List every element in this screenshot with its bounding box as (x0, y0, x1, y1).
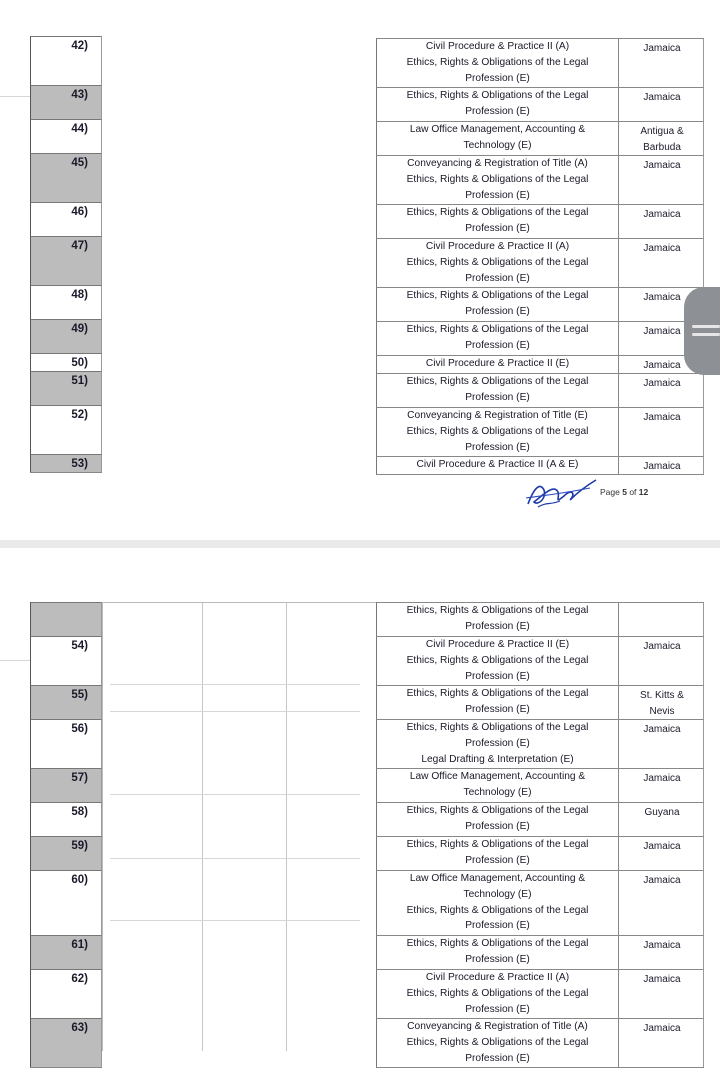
course-line: Ethics, Rights & Obligations of the Legal (406, 256, 589, 268)
country-line: Jamaica (643, 940, 681, 951)
row-number: 46) (30, 202, 102, 236)
country-cell (619, 769, 705, 787)
table-row (376, 802, 704, 836)
course-cell (377, 322, 619, 355)
table-row (376, 238, 704, 287)
course-line: Ethics, Rights & Obligations of the Legal (406, 290, 589, 301)
country-line: Jamaica (643, 360, 681, 371)
country-line: Jamaica (643, 841, 681, 852)
course-line: Profession (E) (465, 670, 530, 682)
country-line: Jamaica (643, 92, 681, 103)
country-cell (619, 936, 705, 954)
course-line: Ethics, Rights & Obligations of the Legal (406, 1036, 589, 1048)
course-cell (377, 603, 619, 636)
country-line: Jamaica (643, 243, 681, 254)
course-line: Civil Procedure & Practice II (A & E) (416, 459, 579, 470)
table-row (376, 636, 704, 685)
course-line: Civil Procedure & Practice II (E) (425, 639, 570, 650)
course-line: Profession (E) (465, 339, 530, 351)
course-line: Profession (E) (465, 222, 530, 234)
course-line: Civil Procedure & Practice II (A) (425, 972, 570, 983)
course-line: Profession (E) (465, 854, 530, 866)
course-line: Profession (E) (465, 441, 530, 453)
row-number: 51) (30, 371, 102, 405)
course-line: Conveyancing & Registration of Title (A) (407, 158, 588, 169)
row-number: 42) (30, 36, 102, 85)
country-line: Guyana (644, 807, 680, 818)
row-number: 53) (30, 454, 102, 472)
country-line: Jamaica (643, 724, 681, 735)
table-row (376, 204, 704, 238)
course-line: Civil Procedure & Practice II (E) (425, 358, 570, 369)
table-row (376, 836, 704, 870)
course-line: Law Office Management, Accounting & (409, 873, 586, 884)
course-cell (377, 122, 619, 155)
row-number (30, 602, 102, 636)
table-row (376, 407, 704, 456)
course-line: Ethics, Rights & Obligations of the Legal (406, 839, 589, 850)
course-line: Legal Drafting & Interpretation (E) (421, 753, 574, 765)
table-row (376, 87, 704, 121)
row-number: 49) (30, 319, 102, 353)
country-line: Jamaica (643, 773, 681, 784)
country-cell (619, 374, 705, 392)
table-row (376, 456, 704, 474)
course-cell (377, 871, 619, 935)
course-line: Ethics, Rights & Obligations of the Legal (406, 90, 589, 101)
course-line: Ethics, Rights & Obligations of the Legal (406, 173, 589, 185)
signature (520, 474, 602, 510)
course-line: Civil Procedure & Practice II (A) (425, 41, 570, 52)
course-cell (377, 936, 619, 969)
course-line: Ethics, Rights & Obligations of the Legal (406, 722, 589, 733)
course-cell (377, 1019, 619, 1067)
country-cell (619, 39, 705, 57)
country-cell (619, 871, 705, 889)
row-number: 50) (30, 353, 102, 371)
row-number: 43) (30, 85, 102, 119)
country-line: Jamaica (643, 292, 681, 303)
course-line: Profession (E) (465, 189, 530, 201)
course-line: Profession (E) (465, 105, 530, 117)
table-row (376, 602, 704, 636)
course-line: Civil Procedure & Practice II (A) (425, 241, 570, 252)
table-row (376, 768, 704, 802)
country-line: Nevis (649, 705, 675, 717)
course-line: Ethics, Rights & Obligations of the Legal (406, 324, 589, 335)
table-row (376, 969, 704, 1018)
course-line: Ethics, Rights & Obligations of the Legal (406, 376, 589, 387)
course-line: Profession (E) (465, 820, 530, 832)
course-line: Ethics, Rights & Obligations of the Legal (406, 938, 589, 949)
table-row (376, 38, 704, 87)
course-line: Profession (E) (465, 953, 530, 965)
row-number: 45) (30, 153, 102, 202)
page-number: Page 5 of 12 (600, 487, 649, 497)
table-row (376, 685, 704, 719)
course-cell (377, 769, 619, 802)
country-line: Jamaica (643, 875, 681, 886)
course-line: Ethics, Rights & Obligations of the Legal (406, 987, 589, 999)
course-cell (377, 205, 619, 238)
course-line: Ethics, Rights & Obligations of the Legal (406, 207, 589, 218)
country-line: Jamaica (643, 641, 681, 652)
table-row (376, 870, 704, 935)
country-cell (619, 637, 705, 655)
course-cell (377, 686, 619, 719)
course-line: Profession (E) (465, 72, 530, 84)
table-row (376, 1018, 704, 1067)
course-line: Profession (E) (465, 305, 530, 317)
course-cell (377, 39, 619, 87)
course-cell (377, 156, 619, 204)
country-cell (619, 408, 705, 426)
course-cell (377, 288, 619, 321)
row-number: 63) (30, 1018, 102, 1067)
country-line: Jamaica (643, 209, 681, 220)
row-number: 55) (30, 685, 102, 719)
course-line: Ethics, Rights & Obligations of the Legal (406, 605, 589, 616)
country-line: Jamaica (643, 43, 681, 54)
table-row (376, 355, 704, 373)
table-row (376, 935, 704, 969)
country-line: Jamaica (643, 412, 681, 423)
row-number: 48) (30, 285, 102, 319)
course-line: Technology (E) (463, 888, 532, 900)
country-line: Jamaica (643, 1023, 681, 1034)
course-line: Profession (E) (465, 620, 530, 632)
row-number: 44) (30, 119, 102, 153)
course-line: Profession (E) (465, 1052, 530, 1064)
course-cell (377, 356, 619, 373)
course-line: Conveyancing & Registration of Title (A) (407, 1021, 588, 1032)
course-cell (377, 803, 619, 836)
course-cell (377, 970, 619, 1018)
country-cell (619, 1019, 705, 1037)
country-cell (619, 239, 705, 257)
table-row (376, 287, 704, 321)
table-row (376, 121, 704, 155)
course-line: Profession (E) (465, 391, 530, 403)
course-line: Profession (E) (465, 1003, 530, 1015)
row-number: 59) (30, 836, 102, 870)
course-cell (377, 457, 619, 474)
document-page-6 (0, 548, 720, 1064)
course-line: Profession (E) (465, 920, 530, 932)
country-cell (619, 720, 705, 738)
table-row (376, 155, 704, 204)
country-cell (619, 156, 705, 174)
course-line: Profession (E) (465, 737, 530, 749)
page-divider (0, 540, 720, 548)
course-line: Ethics, Rights & Obligations of the Legal (406, 654, 589, 666)
row-number: 47) (30, 236, 102, 285)
table-row (376, 719, 704, 768)
row-number: 57) (30, 768, 102, 802)
row-number: 58) (30, 802, 102, 836)
course-cell (377, 374, 619, 407)
course-line: Profession (E) (465, 272, 530, 284)
row-number: 54) (30, 636, 102, 685)
country-cell (619, 603, 705, 605)
table-row (376, 321, 704, 355)
country-line: Jamaica (643, 326, 681, 337)
country-cell (619, 122, 705, 156)
side-scroll-handle[interactable] (684, 287, 720, 375)
course-line: Ethics, Rights & Obligations of the Legal (406, 688, 589, 699)
course-cell (377, 88, 619, 121)
row-number: 61) (30, 935, 102, 969)
course-line: Technology (E) (463, 139, 532, 151)
course-line: Ethics, Rights & Obligations of the Legal (406, 805, 589, 816)
course-line: Law Office Management, Accounting & (409, 124, 586, 135)
course-line: Technology (E) (463, 786, 532, 798)
course-line: Ethics, Rights & Obligations of the Legal (406, 904, 589, 916)
row-number: 60) (30, 870, 102, 935)
course-line: Profession (E) (465, 703, 530, 715)
row-number: 62) (30, 969, 102, 1018)
course-line: Ethics, Rights & Obligations of the Legal (406, 56, 589, 68)
country-line: Jamaica (643, 378, 681, 389)
country-cell (619, 970, 705, 988)
course-cell (377, 408, 619, 456)
country-cell (619, 88, 705, 106)
course-cell (377, 637, 619, 685)
country-cell (619, 803, 705, 821)
country-line: Barbuda (643, 141, 681, 153)
country-line: Jamaica (643, 160, 681, 171)
course-cell (377, 239, 619, 287)
row-number: 52) (30, 405, 102, 454)
course-line: Conveyancing & Registration of Title (E) (407, 410, 588, 421)
country-line: Jamaica (643, 461, 681, 472)
country-cell (619, 457, 705, 475)
country-line: Jamaica (643, 974, 681, 985)
country-cell (619, 837, 705, 855)
country-line: St. Kitts & (640, 690, 684, 701)
country-cell (619, 686, 705, 720)
table-row (376, 373, 704, 407)
course-cell (377, 837, 619, 870)
course-line: Ethics, Rights & Obligations of the Legal (406, 425, 589, 437)
country-line: Antigua & (640, 126, 684, 137)
row-number: 56) (30, 719, 102, 768)
course-line: Law Office Management, Accounting & (409, 771, 586, 782)
course-cell (377, 720, 619, 768)
country-cell (619, 205, 705, 223)
